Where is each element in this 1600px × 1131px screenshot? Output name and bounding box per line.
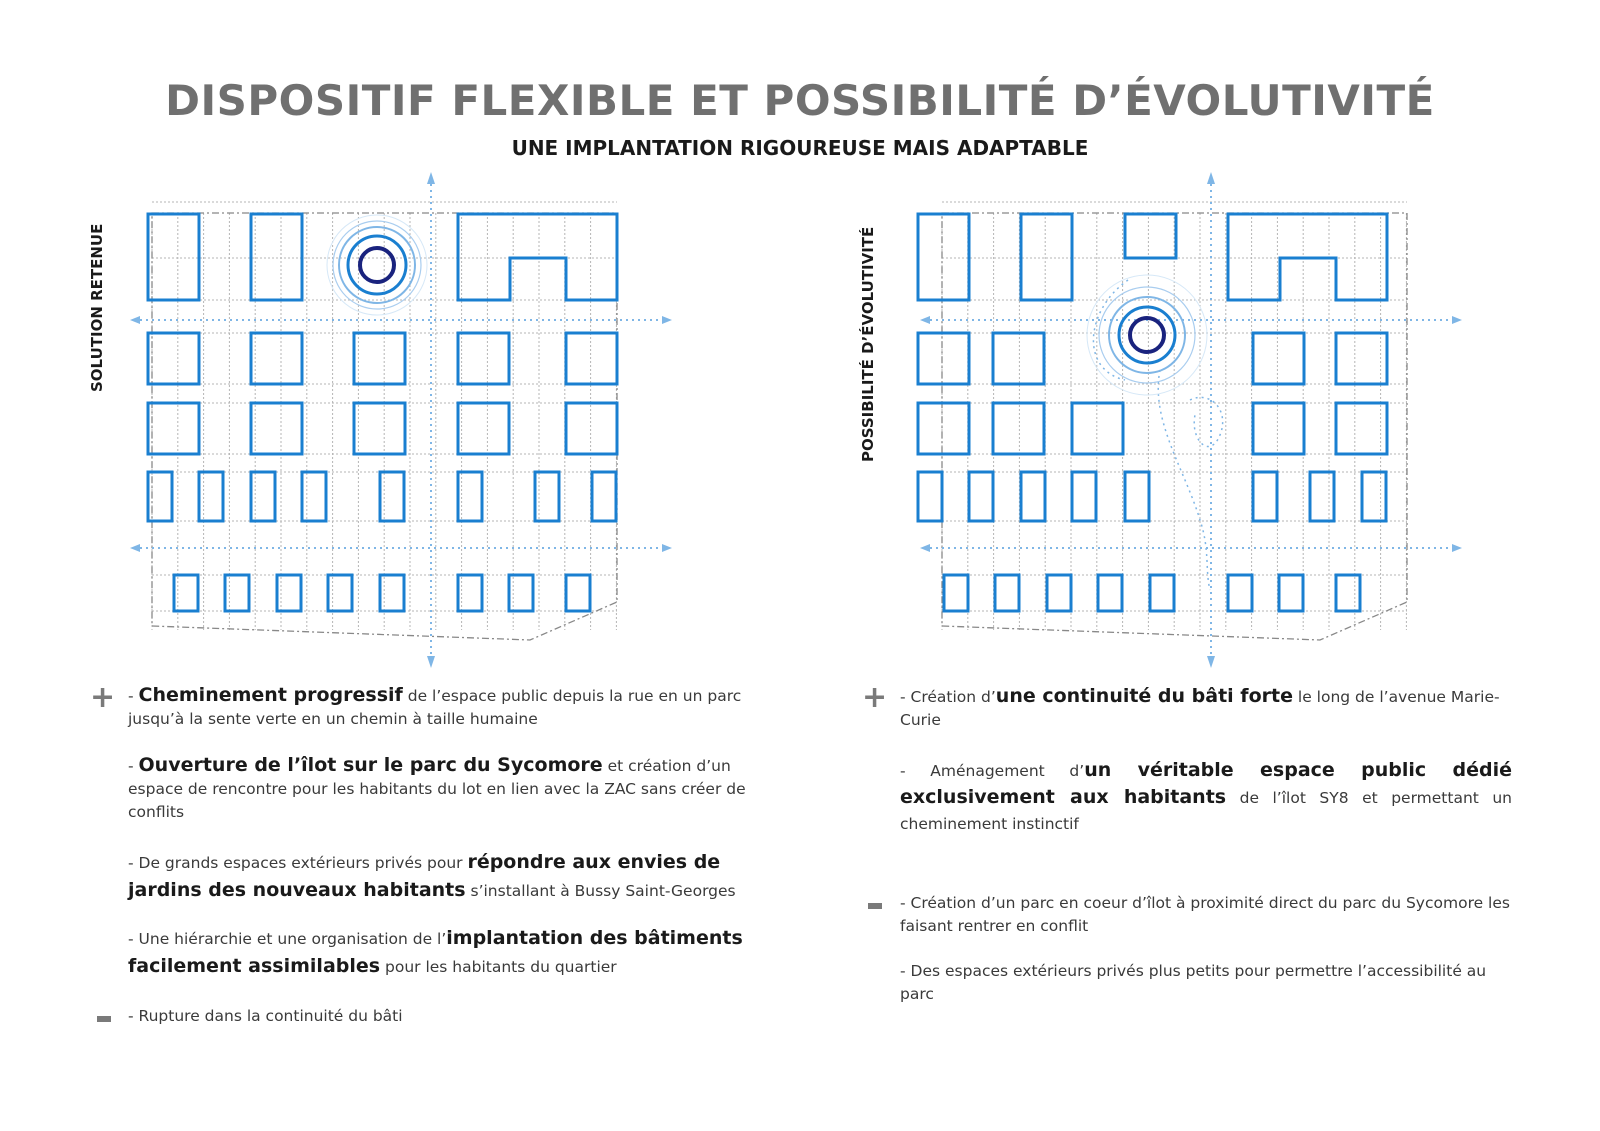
page-title: DISPOSITIF FLEXIBLE ET POSSIBILITÉ D’ÉVOLUTIVITÉ bbox=[165, 76, 1435, 125]
right-plan-label: POSSIBILITÉ D’ÉVOLUTIVITÉ bbox=[859, 226, 877, 462]
grid-lines bbox=[152, 202, 617, 630]
building bbox=[251, 214, 302, 300]
right-minus-item-2: - Des espaces extérieurs privés plus petits pour permettre l’accessibilité au parc bbox=[900, 962, 1487, 1003]
building bbox=[251, 472, 275, 521]
building bbox=[354, 333, 405, 384]
building bbox=[1228, 575, 1252, 611]
building bbox=[1125, 472, 1149, 521]
building bbox=[1021, 214, 1072, 300]
left-item-2: - Ouverture de l’îlot sur le parc du Sycomore et création d’un espace de rencontre pour les habitants du lot en lien avec la ZAC sans créer de conflits bbox=[128, 754, 746, 821]
building bbox=[1253, 333, 1304, 384]
building bbox=[918, 403, 969, 454]
building bbox=[251, 333, 302, 384]
building bbox=[1072, 403, 1123, 454]
building bbox=[1125, 214, 1176, 258]
building bbox=[302, 472, 326, 521]
right-minus-item-1: - Création d’un parc en coeur d’îlot à proximité direct du parc du Sycomore les faisant rentrer en conflit bbox=[900, 894, 1510, 935]
right-advantages bbox=[900, 685, 1512, 732]
right-drawbacks bbox=[900, 892, 1512, 938]
buildings bbox=[148, 214, 617, 611]
building bbox=[1336, 575, 1360, 611]
building bbox=[354, 403, 405, 454]
park-focus-circle bbox=[1087, 275, 1207, 395]
plus-icon: + bbox=[862, 680, 888, 715]
left-item-4-block bbox=[128, 925, 746, 981]
building bbox=[566, 403, 617, 454]
plan-solution-retenue bbox=[120, 170, 680, 670]
buildings bbox=[918, 214, 1387, 611]
right-item-1: - Création d’une continuité du bâti forte le long de l’avenue Marie-Curie bbox=[900, 685, 1500, 729]
axis-vertical bbox=[427, 172, 435, 668]
building bbox=[328, 575, 352, 611]
building bbox=[1336, 403, 1387, 454]
building bbox=[1253, 472, 1277, 521]
building bbox=[199, 472, 223, 521]
plan-possibilite-evolutivite bbox=[910, 170, 1470, 670]
left-advantages bbox=[128, 684, 746, 731]
building bbox=[509, 575, 533, 611]
building bbox=[1336, 333, 1387, 384]
left-drawback bbox=[128, 1005, 746, 1028]
right-item-2-block bbox=[900, 757, 1512, 837]
right-item-2: - Aménagement d’un véritable espace public dédié exclusivement aux habitants de l’îlot SY8 et permettant un cheminement instinctif bbox=[900, 759, 1513, 833]
left-item-3: - De grands espaces extérieurs privés pour répondre aux envies de jardins des nouveaux habitants s’installant à Bussy Saint-Georges bbox=[128, 851, 736, 901]
building bbox=[1362, 472, 1386, 521]
building bbox=[566, 333, 617, 384]
building bbox=[1098, 575, 1122, 611]
left-item-2-block bbox=[128, 754, 746, 824]
building bbox=[918, 333, 969, 384]
building bbox=[1279, 575, 1303, 611]
building bbox=[458, 214, 617, 300]
building bbox=[458, 333, 509, 384]
building bbox=[1310, 472, 1334, 521]
building bbox=[566, 575, 590, 611]
axis-vertical bbox=[1207, 172, 1215, 668]
building bbox=[918, 214, 969, 300]
building bbox=[995, 575, 1019, 611]
page-subtitle: UNE IMPLANTATION RIGOUREUSE MAIS ADAPTABLE bbox=[511, 136, 1089, 160]
building bbox=[380, 575, 404, 611]
park-path-dotted bbox=[1093, 280, 1222, 590]
building bbox=[148, 333, 199, 384]
building bbox=[1072, 472, 1096, 521]
left-item-3-block bbox=[128, 849, 746, 905]
building bbox=[251, 403, 302, 454]
building bbox=[148, 214, 199, 300]
building bbox=[969, 472, 993, 521]
building bbox=[148, 403, 199, 454]
building bbox=[458, 403, 509, 454]
building bbox=[592, 472, 616, 521]
building bbox=[225, 575, 249, 611]
left-item-4: - Une hiérarchie et une organisation de l’implantation des bâtiments facilement assimilables pour les habitants du quartier bbox=[128, 927, 743, 977]
minus-icon bbox=[97, 1016, 111, 1022]
building bbox=[1150, 575, 1174, 611]
building bbox=[1021, 472, 1045, 521]
building bbox=[993, 403, 1044, 454]
building bbox=[944, 575, 968, 611]
building bbox=[380, 472, 404, 521]
right-drawback-2-block bbox=[900, 960, 1512, 1006]
building bbox=[1253, 403, 1304, 454]
plus-icon: + bbox=[90, 680, 116, 715]
left-item-1: - Cheminement progressif de l’espace public depuis la rue en un parc jusqu’à la sente verte en un chemin à taille humaine bbox=[128, 684, 742, 728]
minus-icon bbox=[868, 903, 882, 909]
building bbox=[993, 333, 1044, 384]
left-minus-item: - Rupture dans la continuité du bâti bbox=[128, 1007, 403, 1025]
building bbox=[1047, 575, 1071, 611]
left-plan-label: SOLUTION RETENUE bbox=[88, 223, 106, 392]
building bbox=[918, 472, 942, 521]
